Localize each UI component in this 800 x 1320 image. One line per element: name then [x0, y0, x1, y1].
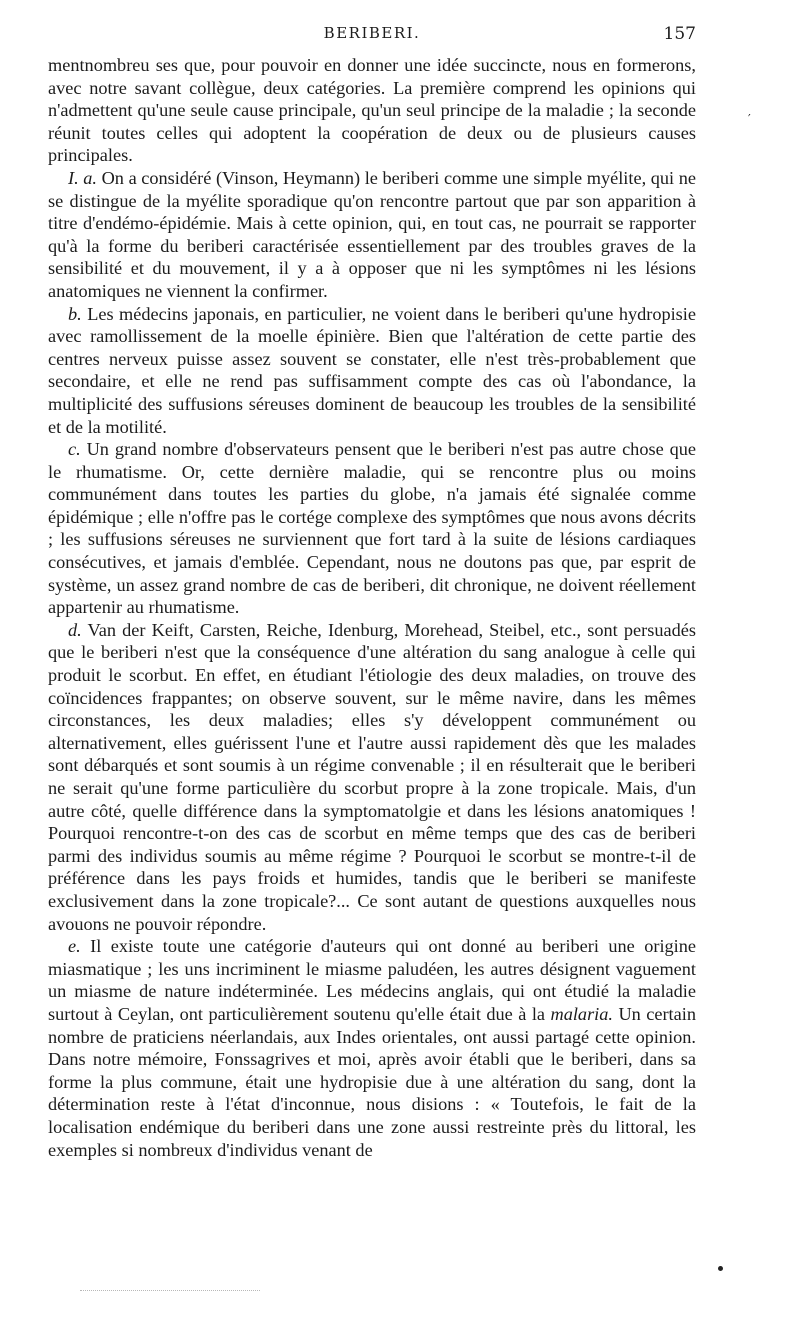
paragraph-text: On a considéré (Vinson, Heymann) le beriberi comme une simple myélite, qui ne se distingue de la myélite sporadique qu'on rencontre partout que par son apparition à titre d'endémo-épidémie. Mais à cette opinion, qui, en tout cas, ne pourrait se rapporter qu'à la forme du beriberi caractérisée essentiellement par des troubles graves de la sensibilité et du mouvement, il y a à opposer que ni les symptômes ni les lésions anatomiques ne viennent la confirmer.	[48, 167, 696, 301]
page-number: 157	[663, 24, 696, 44]
paragraph-d	[48, 619, 696, 935]
paragraph-marker: I. a.	[68, 167, 97, 188]
paragraph-text: Un grand nombre d'observateurs pensent que le beriberi n'est pas autre chose que le rhumatisme. Or, cette dernière maladie, qui se rencontre plus ou moins communément dans toutes les parties du globe, n'a jamais été signalée comme épidémique ; elle n'offre pas le cortége complexe des symptômes que nous avons décrits ; les suffusions séreuses ne surviennent que fort tard à la suite de lésions cardiaques consécutives, et jamais d'emblée. Cependant, nous ne doutons pas que, par esprit de système, un assez grand nombre de cas de beriberi, dit chronique, ne doivent réellement appartenir au rhumatisme.	[48, 439, 696, 618]
paragraph-intro	[48, 54, 696, 167]
running-title: BERIBERI.	[323, 24, 421, 42]
paragraph-text: Les médecins japonais, en particulier, ne voient dans le beriberi qu'une hydropisie avec ramollissement de la moelle épinière. Bien que l'altération de cette partie des centres nerveux puisse assez souvent se constater, elle n'est très-probablement que secondaire, et elle ne rend pas suffisamment compte des cas où l'abondance, la multiplicité des suffusions séreuses dominent de beaucoup les troubles de la sensibilité et de la motilité.	[48, 303, 696, 437]
page-header	[48, 24, 696, 48]
paragraph-c	[48, 438, 696, 619]
paragraph-marker: e.	[68, 936, 81, 957]
body-text	[48, 54, 696, 1161]
paragraph-marker: b.	[68, 303, 82, 324]
scan-noise	[80, 1290, 260, 1295]
paragraph-text-continued: Un certain nombre de praticiens néerlandais, aux Indes orientales, ont aussi partagé cette opinion. Dans notre mémoire, Fonssagrives et moi, après avoir établi que le beriberi, dans sa forme la plus commune, était une hydropisie due à une altération du sang, dont la détermination reste à l'état d'inconnue, nous disions : « Toutefois, le fait de la localisation endémique du beriberi dans une zone aussi restreinte près du littoral, les exemples si nombreux d'individus venant de	[48, 1003, 696, 1160]
paragraph-marker: d.	[68, 619, 82, 640]
scan-dot	[718, 1266, 723, 1271]
paragraph-marker: c.	[68, 439, 81, 460]
paragraph-text: Van der Keift, Carsten, Reiche, Idenburg, Morehead, Steibel, etc., sont persuadés que le beriberi n'est que la conséquence d'une altération du sang analogue à celle qui produit le scorbut. En effet, en étudiant l'étiologie des deux maladies, on trouve des coïncidences frappantes; on observe souvent, sur le même navire, dans les mêmes circonstances, les deux maladies; elles s'y développent communément ou alternativement, elles guérissent l'une et l'autre aussi rapidement dès que les malades sont débarqués et sont soumis à un régime convenable ; il en résulterait que le beriberi ne serait qu'une forme particulière du scorbut propre à la zone tropicale. Mais, d'un autre côté, quelle différence dans la symptomatolgie et dans les lésions anatomiques ! Pourquoi rencontre-t-on des cas de scorbut en même temps que des cas de beriberi parmi des individus soumis au même régime ? Pourquoi le scorbut se montre-t-il de préférence dans les pays froids et humides, tandis que le beriberi se manifeste exclusivement dans la zone tropicale?... Ce sont autant de questions auxquelles nous avouons ne pouvoir répondre.	[48, 619, 696, 934]
emphasis-malaria: malaria.	[550, 1003, 613, 1024]
paragraph-text: mentnombreu ses que, pour pouvoir en donner une idée succincte, nous en formerons, avec notre savant collègue, deux catégories. La première comprend les opinions qui n'admettent qu'une seule cause principale, qu'un seul principe de la maladie ; la seconde réunit toutes celles qui adoptent la coopération de deux ou de plusieurs causes principales.	[48, 55, 696, 166]
paragraph-e	[48, 935, 696, 1161]
paragraph-b	[48, 303, 696, 439]
paragraph-a	[48, 167, 696, 303]
margin-mark-icon: ′	[748, 112, 751, 126]
paragraph-text: Il existe toute une catégorie d'auteurs qui ont donné au beriberi une origine miasmatique ; les uns incriminent le miasme paludéen, les autres désignent vaguement un miasme de nature indéterminée. Les médecins anglais, qui ont étudié la maladie surtout à Ceylan, ont particulièrement soutenu qu'elle était due à la	[48, 936, 696, 1024]
